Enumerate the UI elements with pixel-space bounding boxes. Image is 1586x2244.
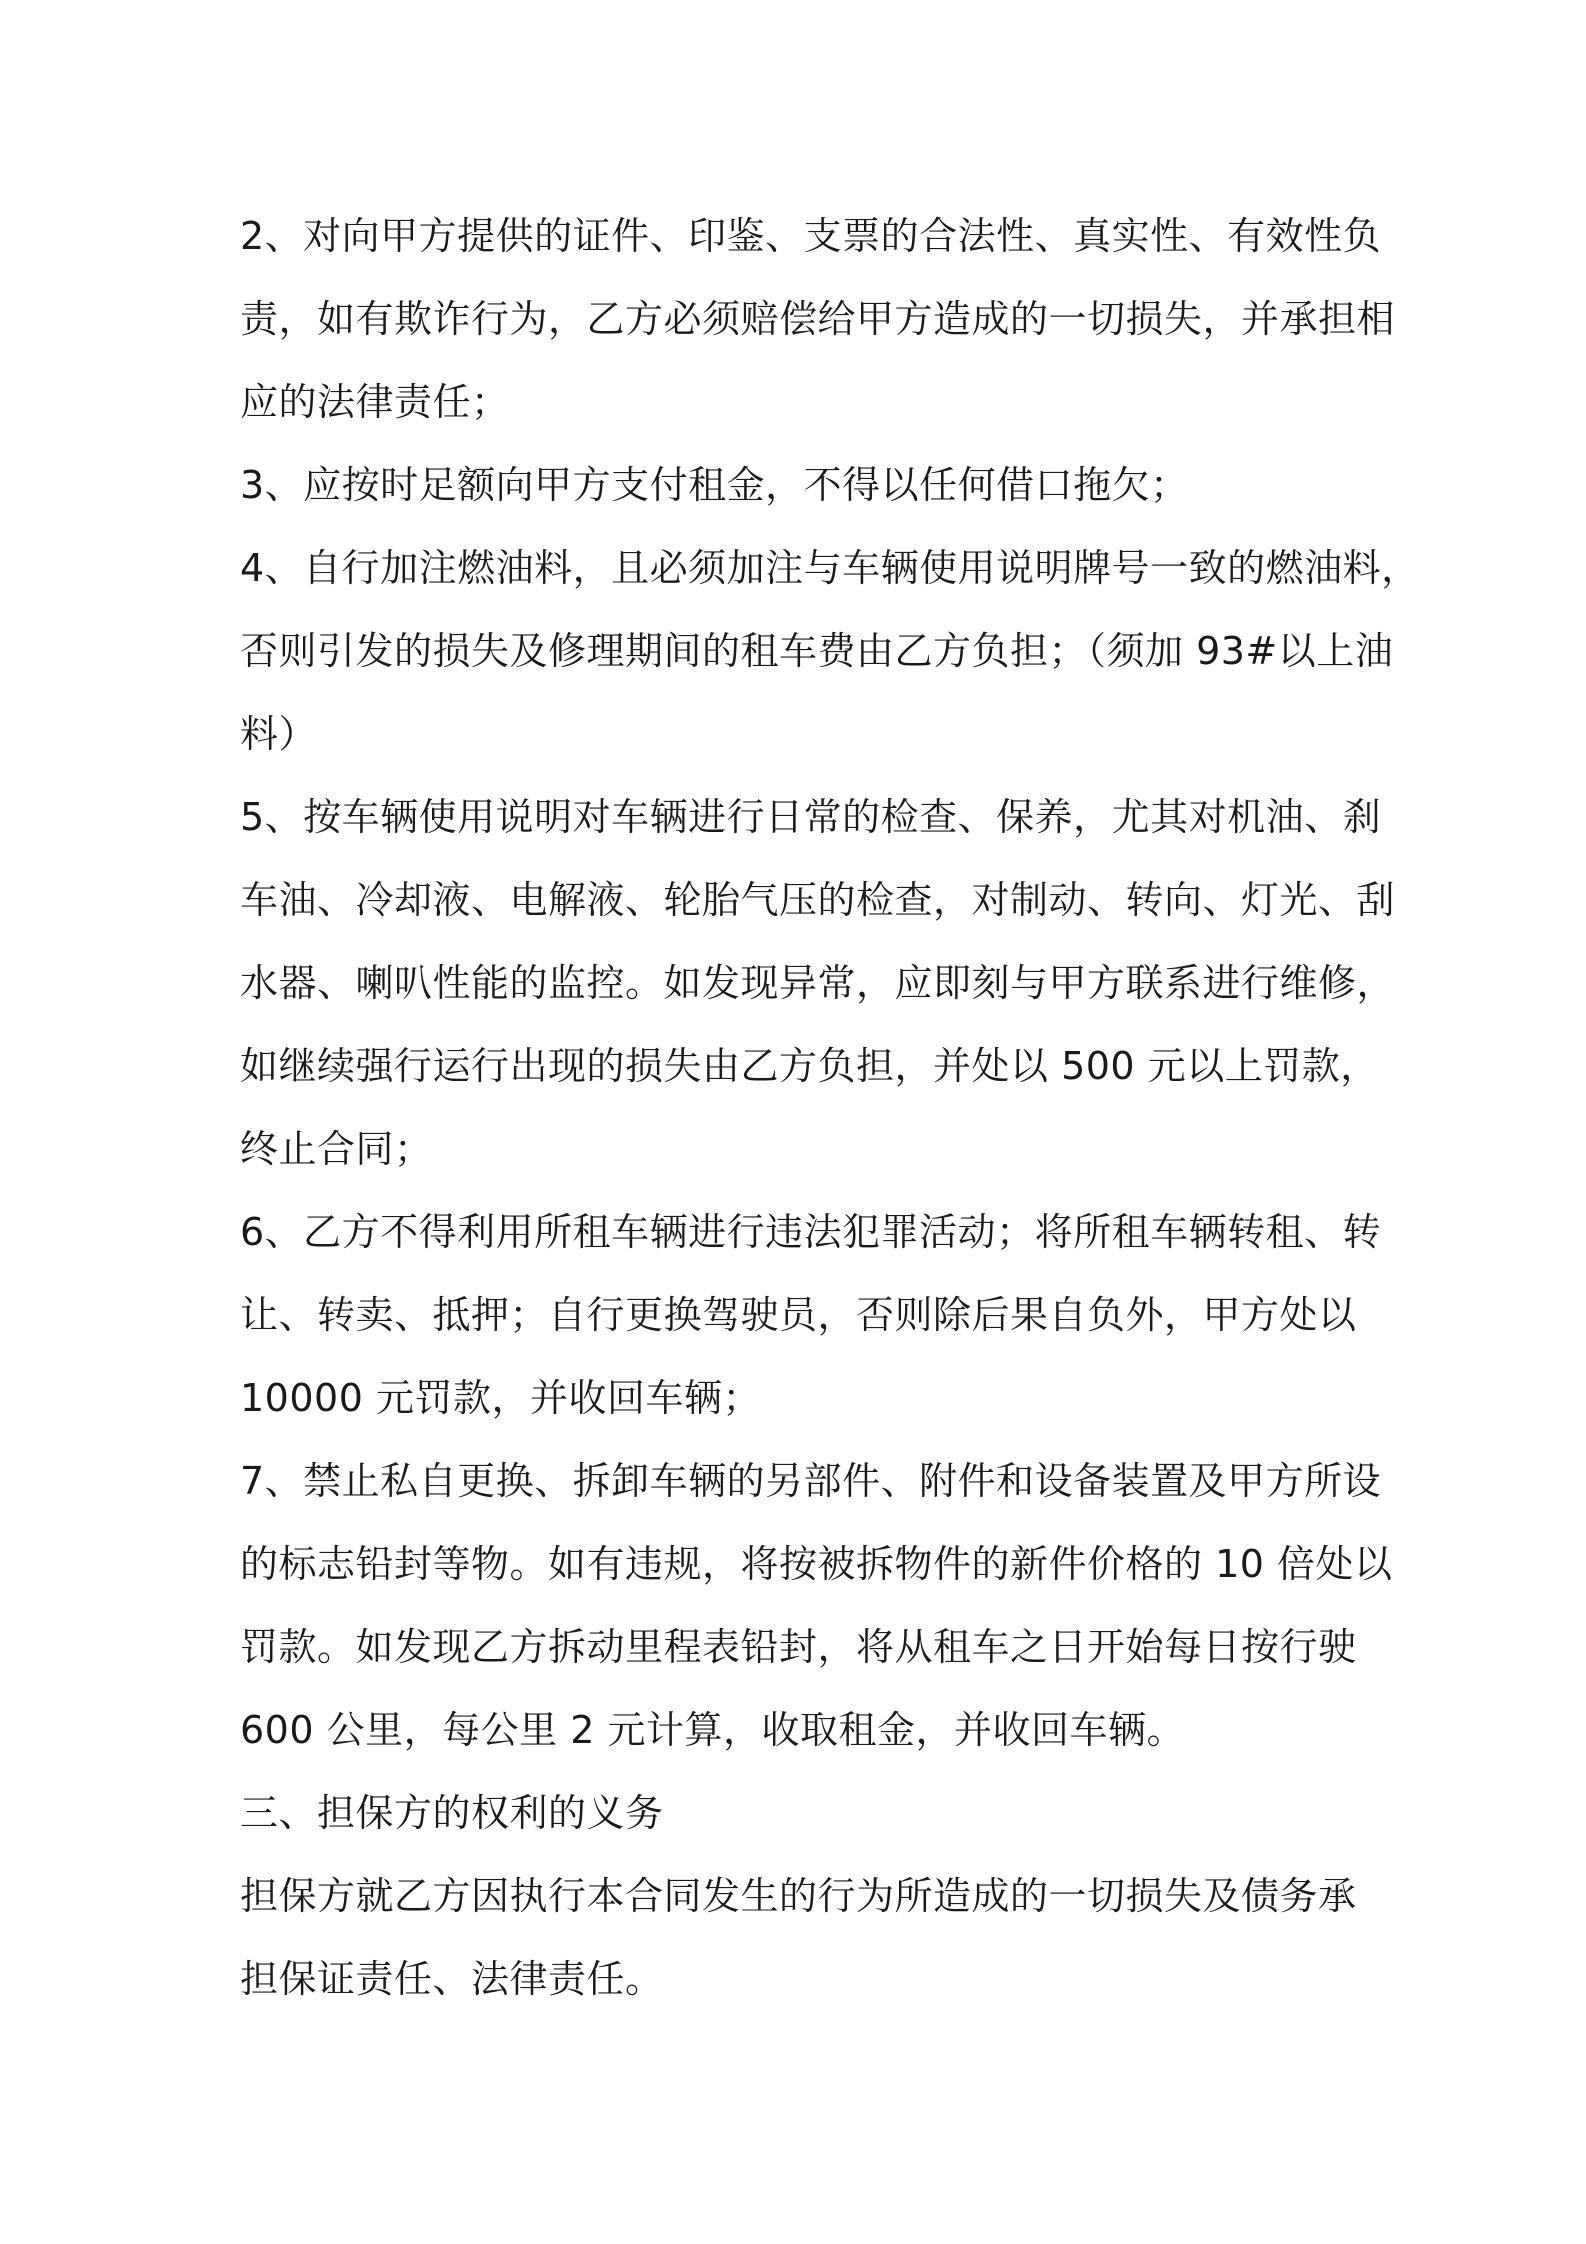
text-line: 料） [240, 712, 318, 756]
text-line: 应的法律责任； [240, 380, 510, 424]
text-line: 车油、冷却液、电解液、轮胎气压的检查，对制动、转向、灯光、刮 [240, 878, 1396, 922]
text-line: 终止合同； [240, 1127, 433, 1171]
text-line: 否则引发的损失及修理期间的租车费由乙方负担；（须加 93#以上油 [240, 629, 1394, 673]
text-line: 600 公里，每公里 2 元计算，收取租金，并收回车辆。 [240, 1708, 1185, 1752]
section-heading: 三、担保方的权利的义务 [240, 1791, 664, 1835]
text-line: 水器、喇叭性能的监控。如发现异常，应即刻与甲方联系进行维修， [240, 961, 1396, 1005]
text-line: 的标志铅封等物。如有违规，将按被拆物件的新件价格的 10 倍处以 [240, 1542, 1393, 1586]
text-line: 2、对向甲方提供的证件、印鉴、支票的合法性、真实性、有效性负 [240, 214, 1382, 258]
text-line: 3、应按时足额向甲方支付租金，不得以任何借口拖欠； [240, 463, 1189, 507]
text-line: 担保证责任、法律责任。 [240, 1957, 664, 2001]
text-line: 担保方就乙方因执行本合同发生的行为所造成的一切损失及债务承 [240, 1874, 1357, 1918]
text-line: 6、乙方不得利用所租车辆进行违法犯罪活动；将所租车辆转租、转 [240, 1210, 1382, 1254]
text-line: 7、禁止私自更换、拆卸车辆的另部件、附件和设备装置及甲方所设 [240, 1459, 1382, 1503]
text-line: 5、按车辆使用说明对车辆进行日常的检查、保养，尤其对机油、刹 [240, 795, 1382, 839]
text-line: 4、自行加注燃油料，且必须加注与车辆使用说明牌号一致的燃油料， [240, 546, 1420, 590]
text-line: 责，如有欺诈行为，乙方必须赔偿给甲方造成的一切损失，并承担相 [240, 297, 1396, 341]
text-line: 让、转卖、抵押；自行更换驾驶员，否则除后果自负外，甲方处以 [240, 1293, 1357, 1337]
text-line: 罚款。如发现乙方拆动里程表铅封，将从租车之日开始每日按行驶 [240, 1625, 1357, 1669]
text-line: 10000 元罚款，并收回车辆； [240, 1376, 761, 1420]
document-body [240, 195, 1420, 2021]
text-line: 如继续强行运行出现的损失由乙方负担，并处以 500 元以上罚款， [240, 1044, 1379, 1088]
